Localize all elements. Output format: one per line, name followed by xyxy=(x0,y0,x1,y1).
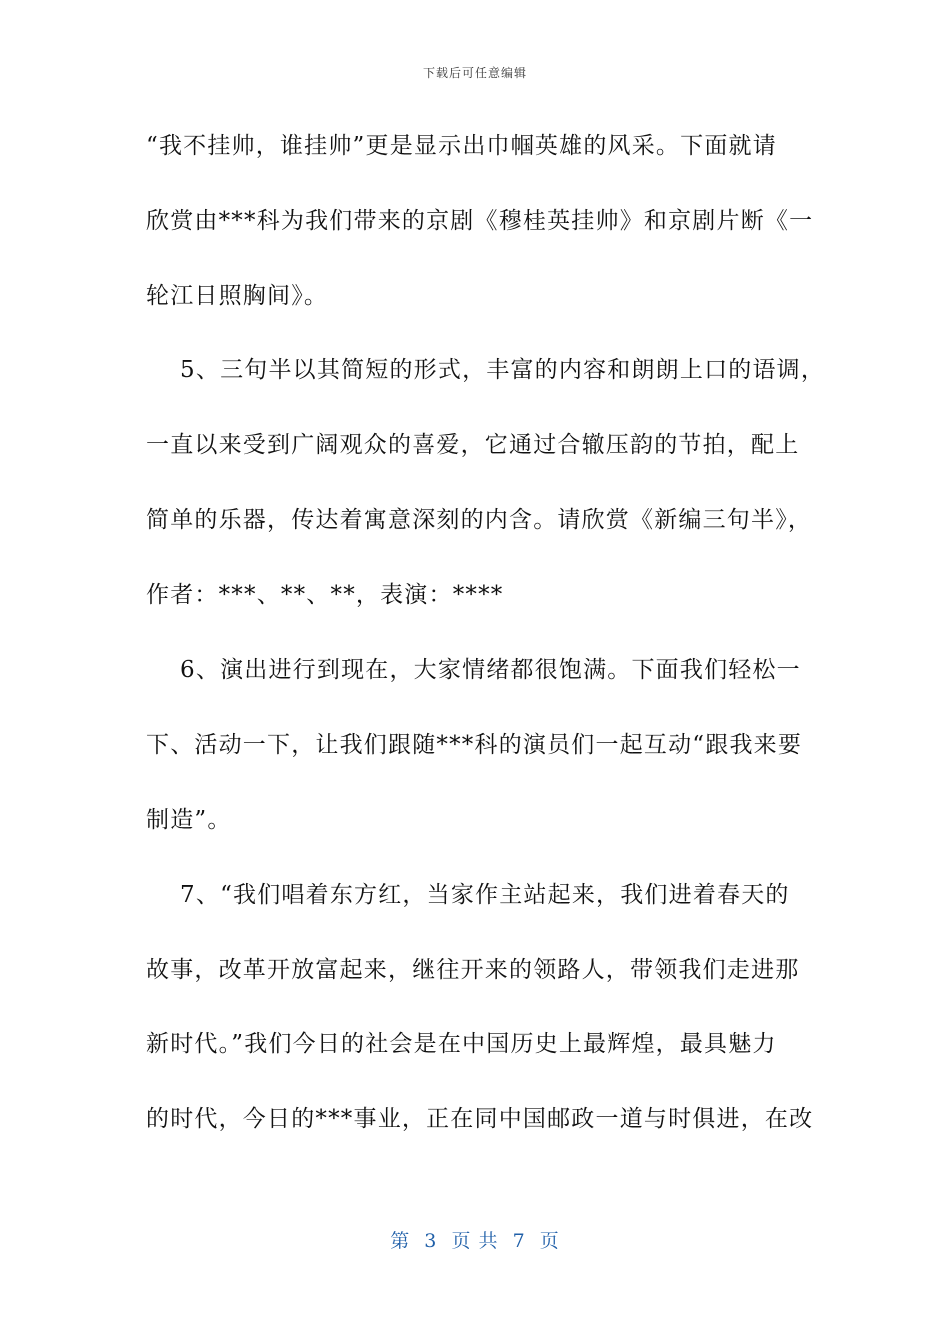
text-line: 故事，改革开放富起来，继往开来的领路人，带领我们走进那 xyxy=(146,957,800,983)
text-line: 制造”。 xyxy=(146,807,232,833)
text-line: 的时代，今日的***事业，正在同中国邮政一道与时俱进，在改 xyxy=(146,1106,814,1132)
text-line: 作者：***、**、**，表演：**** xyxy=(146,582,504,608)
text-line: 一直以来受到广阔观众的喜爱，它通过合辙压韵的节拍，配上 xyxy=(146,432,800,458)
text-line: 5、三句半以其简短的形式，丰富的内容和朗朗上口的语调， xyxy=(146,357,826,383)
text-line: 6、演出进行到现在，大家情绪都很饱满。下面我们轻松一 xyxy=(146,657,801,683)
page-header: 下载后可任意编辑 xyxy=(422,66,527,80)
text-line: “我不挂帅，谁挂帅”更是显示出巾帼英雄的风采。下面就请 xyxy=(146,133,777,159)
text-line: 下、活动一下，让我们跟随***科的演员们一起互动“跟我来要 xyxy=(146,732,803,758)
text-line: 欣赏由***科为我们带来的京剧《穆桂英挂帅》和京剧片断《一 xyxy=(146,208,814,234)
page-number-footer: 第 3 页 共 7 页 xyxy=(390,1230,560,1252)
text-line: 轮江日照胸间》。 xyxy=(146,283,329,309)
text-line: 新时代。”我们今日的社会是在中国历史上最辉煌，最具魅力 xyxy=(146,1031,777,1057)
text-line: 简单的乐器，传达着寓意深刻的内含。请欣赏《新编三句半》， xyxy=(146,507,813,533)
text-line: 7、“我们唱着东方红，当家作主站起来，我们进着春天的 xyxy=(146,882,790,908)
